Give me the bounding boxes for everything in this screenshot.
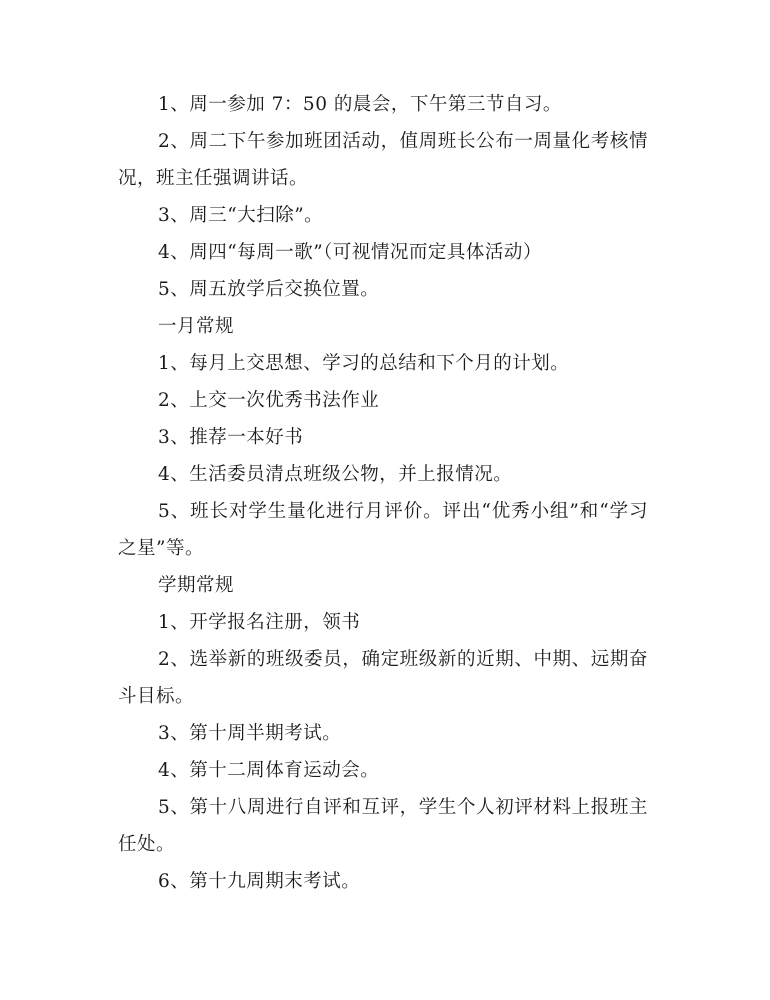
paragraph-monthly-1: 1、每月上交思想、学习的总结和下个月的计划。 <box>158 353 570 374</box>
paragraph-monthly-2: 2、上交一次优秀书法作业 <box>158 390 380 411</box>
section-heading-semester: 学期常规 <box>158 575 235 596</box>
paragraph-semester-6: 6、第十九周期末考试。 <box>158 871 361 892</box>
paragraph-monthly-3: 3、推荐一本好书 <box>158 427 304 448</box>
paragraph-semester-1: 1、开学报名注册，领书 <box>158 612 361 633</box>
paragraph-weekly-wednesday: 3、周三“大扫除”。 <box>158 205 324 226</box>
paragraph-weekly-monday: 1、周一参加 7：50 的晨会，下午第三节自习。 <box>158 94 562 115</box>
paragraph-weekly-friday: 5、周五放学后交换位置。 <box>158 279 380 300</box>
paragraph-semester-2: 2、选举新的班级委员，确定班级新的近期、中期、远期奋斗目标。 <box>118 649 648 707</box>
paragraph-weekly-thursday: 4、周四“每周一歌”（可视情况而定具体活动） <box>158 242 542 263</box>
paragraph-monthly-5: 5、班长对学生量化进行月评价。评出“优秀小组”和“学习之星”等。 <box>118 501 648 559</box>
document-body <box>118 86 648 900</box>
paragraph-monthly-4: 4、生活委员清点班级公物，并上报情况。 <box>158 464 513 485</box>
paragraph-weekly-tuesday: 2、周二下午参加班团活动，值周班长公布一周量化考核情况，班主任强调讲话。 <box>118 131 648 189</box>
paragraph-semester-5: 5、第十八周进行自评和互评，学生个人初评材料上报班主任处。 <box>118 797 648 855</box>
paragraph-semester-4: 4、第十二周体育运动会。 <box>158 760 380 781</box>
paragraph-semester-3: 3、第十周半期考试。 <box>158 723 342 744</box>
section-heading-monthly: 一月常规 <box>158 316 235 337</box>
